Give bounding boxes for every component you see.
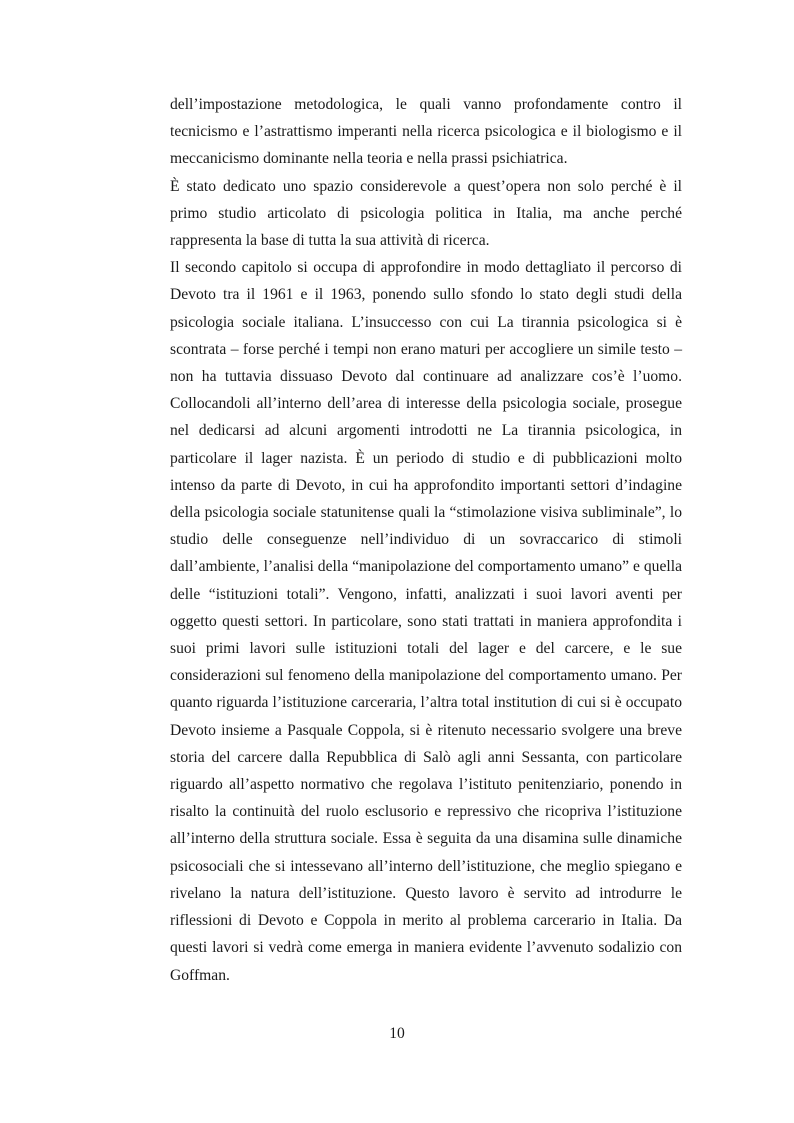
page-number: 10	[389, 1025, 405, 1042]
paragraph-second-chapter: Il secondo capitolo si occupa di approfondire in modo dettagliato il percorso di Devoto tra il 1961 e il 1963, ponendo sullo sfondo lo stato degli studi della psicologia sociale italiana. L’insuccesso con cui La tirannia psicologica si è scontrata – forse perché i tempi non erano maturi per accogliere un simile testo – non ha tuttavia dissuaso Devoto dal continuare ad analizzare cos’è l’uomo. Collocandoli all’interno dell’area di interesse della psicologia sociale, prosegue nel dedicarsi ad alcuni argomenti introdotti ne La tirannia psicologica, in particolare il lager nazista. È un periodo di studio e di pubblicazioni molto intenso da parte di Devoto, in cui ha approfondito importanti settori d’indagine della psicologia sociale statunitense quali la “stimolazione visiva subliminale”, lo studio delle conseguenze nell’individuo di un sovraccarico di stimoli dall’ambiente, l’analisi della “manipolazione del comportamento umano” e quella delle “istituzioni totali”. Vengono, infatti, analizzati i suoi lavori aventi per oggetto questi settori. In particolare, sono stati trattati in maniera approfondita i suoi primi lavori sulle istituzioni totali del lager e del carcere, e le sue considerazioni sul fenomeno della manipolazione del comportamento umano. Per quanto riguarda l’istituzione carceraria, l’altra total institution di cui si è occupato Devoto insieme a Pasquale Coppola, si è ritenuto necessario svolgere una breve storia del carcere dalla Repubblica di Salò agli anni Sessanta, con particolare riguardo all’aspetto normativo che regolava l’istituto penitenziario, ponendo in risalto la continuità del ruolo esclusorio e repressivo che ricopriva l’istituzione all’interno della struttura sociale. Essa è seguita da una disamina sulle dinamiche psicosociali che si intessevano all’interno dell’istituzione, che meglio spiegano e rivelano la natura dell’istituzione. Questo lavoro è servito ad introdurre le riflessioni di Devoto e Coppola in merito al problema carcerario in Italia. Da questi lavori si vedrà come emerga in maniera evidente l’avvenuto sodalizio con Goffman.	[170, 259, 682, 984]
paragraph-continuation: dell’impostazione metodologica, le quali vanno profondamente contro il tecnicismo e l’astrattismo imperanti nella ricerca psicologica e il biologismo e il meccanicismo dominante nella teoria e nella prassi psichiatrica.	[170, 96, 682, 168]
paragraph-dedication: È stato dedicato uno spazio considerevole a quest’opera non solo perché è il primo studio articolato di psicologia politica in Italia, ma anche perché rappresenta la base di tutta la sua attività di ricerca.	[170, 177, 682, 250]
body-text	[170, 91, 682, 989]
